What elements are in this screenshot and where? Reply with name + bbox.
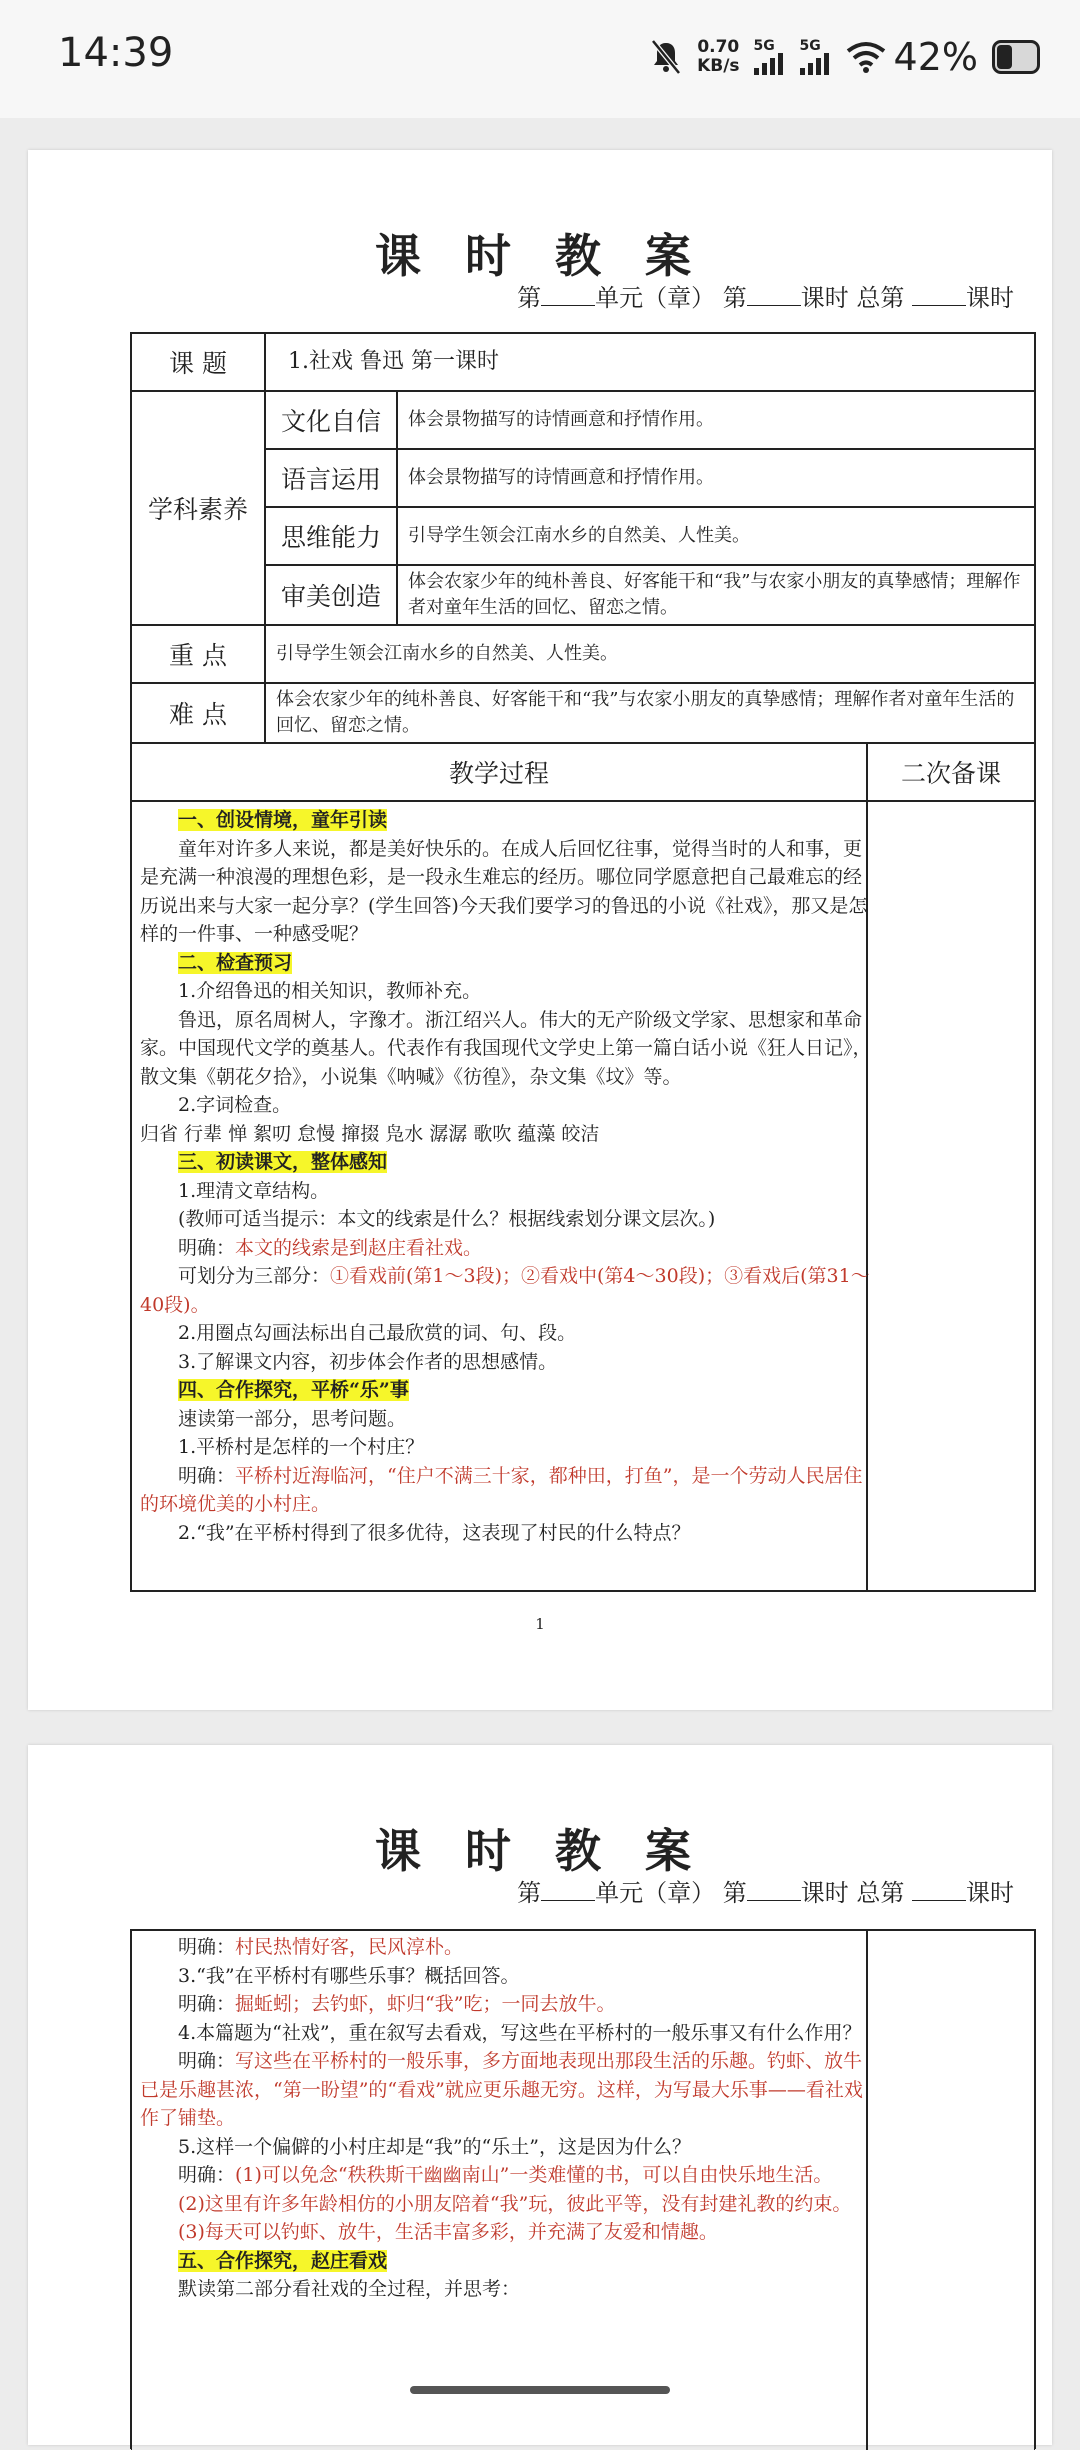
signal-2: 5G	[800, 39, 832, 75]
document-page-2	[28, 1745, 1052, 2445]
battery-percent: 42%	[893, 35, 978, 79]
section-heading: 五、合作探究，赵庄看戏	[178, 2249, 388, 2272]
key-text: 引导学生领会江南水乡的自然美、人性美。	[265, 625, 1035, 683]
second-prep-cell	[867, 801, 1035, 1591]
section-heading: 三、初读课文，整体感知	[178, 1151, 388, 1173]
document-page-1	[28, 150, 1052, 1710]
status-time: 14:39	[58, 30, 174, 76]
process-content: 一、创设情境，童年引读 童年对许多人来说，都是美好快乐的。在成人后回忆往事，觉得当时的人和事，更是充满一种浪漫的理想色彩，是一段永生难忘的经历。哪位同学愿意把自己最难忘的经历说出来与大家一起分享？(学生回答)今天我们要学习的鲁迅的小说《社戏》，那又是怎样的一件事、一种感受呢？ 二、检查预习 1.介绍鲁迅的相关知识，教师补充。 鲁迅，原名周树人，字豫才。浙江绍兴人。伟大的无产阶级文学家、思想家和革命家。中国现代文学的奠基人。代表作有我国现代文学史上第一篇白话小说《狂人日记》，散文集《朝花夕拾》，小说集《呐喊》《彷徨》，杂文集《坟》等。 2.字词检查。 归省 行辈 惮 絮叨 怠慢 撺掇 凫水 潺潺 歌吹 蕴藻 皎洁 三、初读课文，整体感知 1.理清文章结构。 (教师可适当提示：本文的线索是什么？根据线索划分课文层次。) 明确：本文的线索是到赵庄看社戏。 可划分为三部分：①看戏前(第1～3段)；②看戏中(第4～30段)；③看戏后(第31～40段)。 2.用圈点勾画法标出自己最欣赏的词、句、段。 3.了解课文内容，初步体会作者的思想感情。 四、合作探究，平桥“乐”事 速读第一部分，思考问题。 1.平桥村是怎样的一个村庄？ 明确：平桥村近海临河，“住户不满三十家，都种田，打鱼”，是一个劳动人民居住的环境优美的小村庄。 2.“我”在平桥村得到了很多优待，这表现了村民的什么特点？	[140, 809, 872, 1544]
mute-bell-icon	[649, 39, 683, 75]
literacy-name: 语言运用	[265, 449, 397, 507]
second-prep-header: 二次备课	[867, 743, 1035, 801]
lesson-table-continued	[130, 1929, 1036, 2449]
literacy-text: 体会农家少年的纯朴善良、好客能干和“我”与农家小朋友的真挚感情；理解作者对童年生活的回忆、留恋之情。	[397, 565, 1035, 625]
second-prep-cell	[867, 1930, 1035, 2450]
process-cell	[131, 1930, 867, 2450]
doc-subtitle: 第 单元（章） 第 课时 总第 课时	[517, 284, 1014, 312]
difficulty-label: 难 点	[131, 683, 265, 743]
doc-title: 课 时 教 案	[374, 229, 706, 283]
literacy-name: 审美创造	[265, 565, 397, 625]
signal-bars-icon	[800, 53, 832, 75]
doc-title: 课 时 教 案	[374, 1824, 706, 1878]
doc-subtitle: 第 单元（章） 第 课时 总第 课时	[517, 1879, 1014, 1907]
status-icons	[635, 32, 1040, 82]
topic-label: 课 题	[131, 333, 265, 391]
literacy-text: 体会景物描写的诗情画意和抒情作用。	[397, 449, 1035, 507]
key-label: 重 点	[131, 625, 265, 683]
literacy-text: 体会景物描写的诗情画意和抒情作用。	[397, 391, 1035, 449]
literacy-name: 文化自信	[265, 391, 397, 449]
net-speed: 0.70 KB/s	[697, 37, 740, 76]
wifi-icon	[846, 41, 886, 73]
signal-bars-icon	[754, 53, 786, 75]
status-bar	[0, 0, 1080, 118]
literacy-label: 学科素养	[131, 391, 265, 625]
signal-1: 5G	[754, 39, 786, 75]
topic-value: 1.社戏 鲁迅 第一课时	[265, 333, 1035, 391]
page-number: 1	[535, 1615, 545, 1633]
process-cell	[131, 801, 872, 1591]
literacy-name: 思维能力	[265, 507, 397, 565]
gesture-nav-bar[interactable]	[410, 2386, 670, 2394]
process-header: 教学过程	[131, 743, 867, 801]
section-heading: 二、检查预习	[178, 951, 293, 974]
literacy-text: 引导学生领会江南水乡的自然美、人性美。	[397, 507, 1035, 565]
difficulty-text: 体会农家少年的纯朴善良、好客能干和“我”与农家小朋友的真挚感情；理解作者对童年生活的回忆、留恋之情。	[265, 683, 1035, 743]
battery-icon	[992, 40, 1040, 74]
lesson-table	[130, 332, 1036, 1592]
section-heading: 一、创设情境，童年引读	[178, 809, 388, 831]
section-heading: 四、合作探究，平桥“乐”事	[178, 1379, 409, 1401]
process-content: 明确：村民热情好客，民风淳朴。 3.“我”在平桥村有哪些乐事？概括回答。 明确：掘蚯蚓；去钓虾，虾归“我”吃；一同去放牛。 4.本篇题为“社戏”，重在叙写去看戏，写这些在平桥村的一般乐事又有什么作用？ 明确：写这些在平桥村的一般乐事，多方面地表现出那段生活的乐趣。钓虾、放牛已是乐趣甚浓，“第一盼望”的“看戏”就应更乐趣无穷。这样，为写最大乐事——看社戏作了铺垫。 5.这样一个偏僻的小村庄却是“我”的“乐土”，这是因为什么？ 明确：(1)可以免念“秩秩斯干幽幽南山”一类难懂的书，可以自由快乐地生活。 (2)这里有许多年龄相仿的小朋友陪着“我”玩，彼此平等，没有封建礼教的约束。 (3)每天可以钓虾、放牛，生活丰富多彩，并充满了友爱和情趣。 五、合作探究，赵庄看戏 默读第二部分看社戏的全过程，并思考：	[140, 1936, 863, 2300]
